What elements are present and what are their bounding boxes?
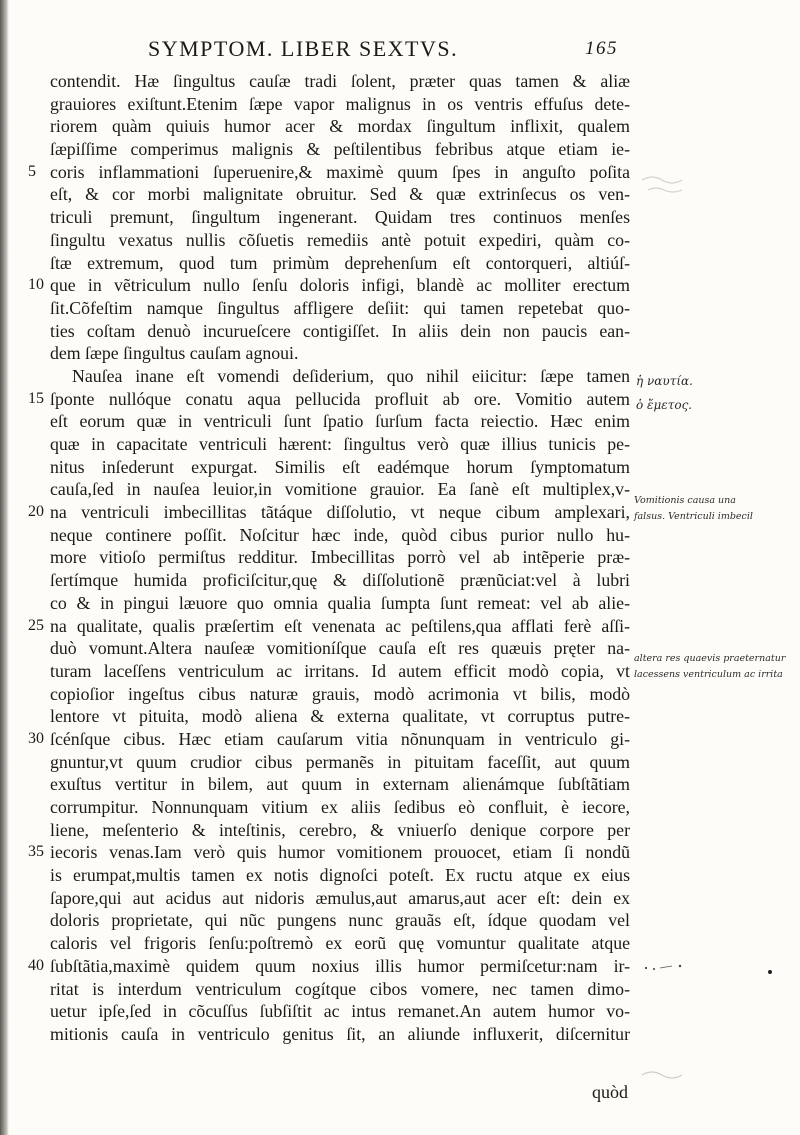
line-text: ſubſtãtia,maximè quidem quum noxius illis humor permiſcetur:nam ir-	[50, 955, 630, 976]
line-text: quæ in capacitate ventriculi hærent: ſingultus verò quæ illius tunicis pe-	[50, 434, 630, 454]
text-line	[28, 501, 630, 524]
show-through-mark	[640, 170, 700, 200]
line-text: mitionis cauſa in ventriculo genitus ſit, an aliunde influxerit, diſcernitur	[50, 1023, 630, 1044]
handwritten-note-1-line-2: falsus. Ventriculi imbecil	[634, 511, 753, 522]
text-line	[50, 206, 630, 229]
text-line	[50, 909, 630, 932]
line-text: uetur ipſe,ſed in cõcuſſus ſubſiſtit ac intus remanet.An autem humor vo-	[50, 1001, 630, 1022]
line-text: ſæpiſſime comperimus malignis & peſtilentibus febribus atque etiam ie-	[50, 139, 630, 160]
text-line	[28, 955, 630, 978]
line-text: cauſa,ſed in nauſea leuior,in vomitione grauior. Ea ſanè eſt multiplex,v-	[50, 479, 630, 500]
line-text: more vitioſo permiſtus redditur. Imbecillitas porrò vel ab intẽperie præ-	[50, 547, 630, 568]
text-line	[50, 705, 630, 728]
text-line	[28, 615, 630, 638]
text-line	[50, 138, 630, 161]
text-line	[50, 773, 630, 796]
text-line	[28, 841, 630, 864]
line-text: que in vẽtriculum nullo ſenſu doloris infigi, blandè ac molliter erectum	[50, 275, 630, 296]
text-line	[28, 728, 630, 751]
page-gutter-shadow	[0, 0, 9, 1135]
text-line	[50, 751, 630, 774]
line-text: corrumpitur. Nonnunquam vitium ex aliis ſedibus eò confluit, è iecore,	[50, 797, 630, 817]
line-text: neque continere poſſit. Noſcitur hæc inde, quòd cibus purior nullo hu-	[50, 524, 630, 545]
line-text: ſertímque humida proficiſcitur,quę & diſſolutionẽ prænũciat:vel à lubri	[50, 570, 630, 591]
line-number: 5	[28, 162, 36, 180]
line-text: ſtæ extremum, quod tum primùm deprehenſum eſt contorqueri, altiúſ-	[50, 252, 630, 273]
handwritten-note-2-line-2: lacessens ventriculum ac irrita	[634, 669, 783, 680]
text-line	[50, 1023, 630, 1046]
line-text: na ventriculi imbecillitas tãtáque diſſolutio, vt neque cibum amplexari,	[50, 502, 630, 523]
margin-greek-vomitio: ὁ ἔμετος.	[636, 398, 693, 412]
text-line	[50, 683, 630, 706]
line-text: turam laceſſens ventriculum ac irritans. Id autem efficit modò copia, vt	[50, 660, 630, 681]
line-text: riorem quàm quiuis humor acer & mordax ſingultum inflixit, qualem	[50, 116, 630, 137]
text-line	[50, 796, 630, 819]
line-text: contendit. Hæ ſingultus cauſæ tradi ſolent, præter quas tamen & aliæ	[50, 71, 630, 91]
page-number: 165	[585, 38, 618, 59]
line-text: dem ſæpe ſingultus cauſam agnoui.	[50, 343, 299, 364]
text-line	[28, 388, 630, 411]
text-line	[50, 433, 630, 456]
line-number: 15	[28, 389, 44, 407]
text-line	[50, 978, 630, 1001]
line-text: ſcénſque cibus. Hæc etiam cauſarum vitia nõnunquam in ventriculo gi-	[50, 728, 630, 749]
line-text: eſt, & cor morbi malignitate obruitur. Sed & quæ extrinſecus os ven-	[50, 184, 630, 205]
text-line	[50, 456, 630, 479]
line-text: caloris vel frigoris ſenſu:poſtremò ex eorũ quę vomuntur qualitate atque	[50, 933, 630, 954]
catchword: quòd	[592, 1082, 628, 1102]
text-line	[50, 478, 630, 501]
line-text: copioſior ingeſtus cibus naturæ grauis, modò acrimonia vt bilis, modò	[50, 683, 630, 704]
line-number: 30	[28, 729, 44, 747]
text-line	[50, 569, 630, 592]
line-text: lentore vt pituita, modò aliena & externa qualitate, vt corruptus putre-	[50, 706, 630, 727]
line-text: triculi premunt, ſingultum ingenerant. Quidam tres continuos menſes	[50, 207, 630, 228]
running-title: SYMPTOM. LIBER SEXTVS.	[148, 36, 459, 61]
line-text: ſapore,qui aut acidus aut nidoris æmulus,aut amarus,aut acer eſt: dein ex	[50, 887, 630, 908]
text-line	[50, 524, 630, 547]
handwritten-note-2-line-1: altera res quaevis praeternatur	[634, 653, 786, 664]
line-text: is erumpat,multis tamen ex notis dignoſci poteſt. Ex ructu atque ex eius	[50, 865, 630, 886]
running-header	[148, 36, 618, 66]
text-line	[50, 342, 630, 365]
line-text: doloris proprietate, qui nũc pungens nunc grauãs eſt, ídque quodam vel	[50, 910, 630, 931]
line-text: na qualitate, qualis præſertim eſt venenata ac peſtilens,qua afflati ferè aſſi-	[50, 615, 630, 636]
line-number: 40	[28, 956, 44, 974]
text-line	[50, 864, 630, 887]
line-text: duò vomunt.Altera nauſeæ vomitioníſque cauſa eſt res quæuis pręter na-	[50, 638, 630, 659]
handwritten-note-1-line-1: Vomitionis causa una	[634, 495, 736, 506]
text-line	[50, 229, 630, 252]
text-line	[50, 183, 630, 206]
line-text: co & in pingui læuore quo omnia qualia ſumpta ſunt remeat: vel ab alie-	[50, 592, 630, 613]
text-line	[50, 365, 630, 388]
show-through-mark-bottom	[640, 1065, 700, 1085]
line-number: 35	[28, 843, 44, 861]
text-line	[28, 274, 630, 297]
text-line	[50, 93, 630, 116]
text-line	[50, 410, 630, 433]
line-number: 25	[28, 616, 44, 634]
line-text: ties coſtam denuò incurueſcere contigiſſet. In aliis dein non paucis ean-	[50, 320, 630, 341]
line-text: coris inflammationi ſuperuenire,& maximè quum ſpes in anguſto poſita	[50, 161, 630, 182]
text-line	[50, 932, 630, 955]
line-text: exuſtus vertitur in bilem, aut quum in externam alienámque ſubſtãtiam	[50, 774, 630, 795]
line-number: 10	[28, 276, 44, 294]
line-number: 20	[28, 503, 44, 521]
text-line	[50, 252, 630, 275]
text-line	[50, 660, 630, 683]
line-text: ſingultu vexatus nullis cõſuetis remediis antè potuit expediri, quàm co-	[50, 229, 630, 250]
line-text: eſt eorum quæ in ventriculi ſunt ſpatio ſurſum facta reiectio. Hæc enim	[50, 411, 630, 432]
line-text: ritat is interdum ventriculum cogítque cibos vomere, nec tamen dimo-	[50, 978, 630, 999]
text-line	[50, 297, 630, 320]
text-line	[28, 161, 630, 184]
line-text: gnuntur,vt quum crudior cibus permanẽs in pituitam faceſſit, aut quum	[50, 751, 630, 772]
line-text: nitus inſederunt expurgat. Similis eſt eadémque horum ſymptomatum	[50, 456, 630, 477]
text-line	[50, 887, 630, 910]
text-line	[50, 1000, 630, 1023]
line-text: liene, meſenterio & inteſtinis, cerebro, & vniuerſo denique corpore per	[50, 819, 630, 840]
text-line	[50, 115, 630, 138]
line-text: ſit.Cõfeſtim namque ſingultus affligere deſiit: qui tamen repetebat quo-	[50, 297, 630, 318]
line-text: iecoris venas.Iam verò quis humor vomitionem prouocet, etiam ſi nondũ	[50, 842, 630, 863]
line-text: ſponte nullóque conatu aqua pellucida profluit ab ore. Vomitio autem	[50, 388, 630, 409]
margin-greek-nausea: ἡ ναυτία.	[636, 374, 693, 388]
pen-dots-mark	[640, 960, 790, 980]
text-line	[50, 819, 630, 842]
text-line	[50, 637, 630, 660]
line-text: Nauſea inane eſt vomendi deſiderium, quo nihil eiicitur: ſæpe tamen	[72, 365, 630, 386]
text-line	[50, 546, 630, 569]
text-line	[50, 592, 630, 615]
text-line	[50, 70, 630, 93]
body-text	[28, 70, 630, 1046]
line-text: grauiores exiſtunt.Etenim ſæpe vapor malignus in os ventris effuſus dete-	[50, 93, 630, 114]
text-line	[50, 320, 630, 343]
